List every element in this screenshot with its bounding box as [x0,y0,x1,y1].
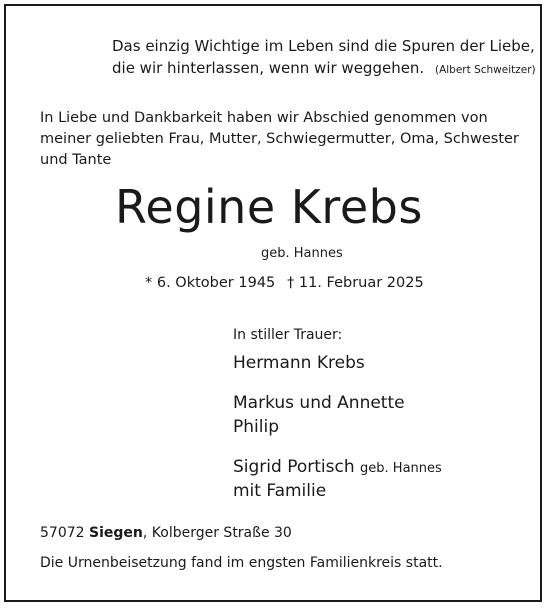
burial-notice: Die Urnenbeisetzung fand im engsten Familienkreis statt. [40,555,443,571]
intro-line-3: und Tante [40,152,112,168]
mourner-2-line-2: Philip [233,417,279,437]
address [40,525,292,541]
mourner-3-line-1 [233,455,442,481]
address-city: Siegen [89,525,143,541]
mourner-3-name: Sigrid Portisch [233,457,355,477]
birth-name: geb. Hannes [261,246,343,261]
birth-date: * 6. Oktober 1945 [145,275,276,291]
deceased-name: Regine Krebs [115,180,423,234]
mourner-3-line-2: mit Familie [233,481,327,501]
death-date: † 11. Februar 2025 [287,275,424,291]
mourner-3-note: geb. Hannes [360,461,442,476]
quote-text: die wir hinterlassen, wenn wir weggehen. [112,59,425,77]
quote-line-1: Das einzig Wichtige im Leben sind die Spuren der Liebe, [112,37,535,55]
intro-line-1: In Liebe und Dankbarkeit haben wir Abschied genommen von [40,110,488,126]
obituary-frame [4,4,542,602]
mourner-2-line-1: Markus und Annette [233,393,405,413]
quote-line-2 [112,57,536,81]
quote-source: (Albert Schweitzer) [434,64,536,76]
address-zip: 57072 [40,525,85,541]
intro-line-2: meiner geliebten Frau, Mutter, Schwiegermutter, Oma, Schwester [40,131,519,147]
mourner-1: Hermann Krebs [233,353,365,373]
mourners-label: In stiller Trauer: [233,327,343,343]
address-street: , Kolberger Straße 30 [142,525,292,541]
